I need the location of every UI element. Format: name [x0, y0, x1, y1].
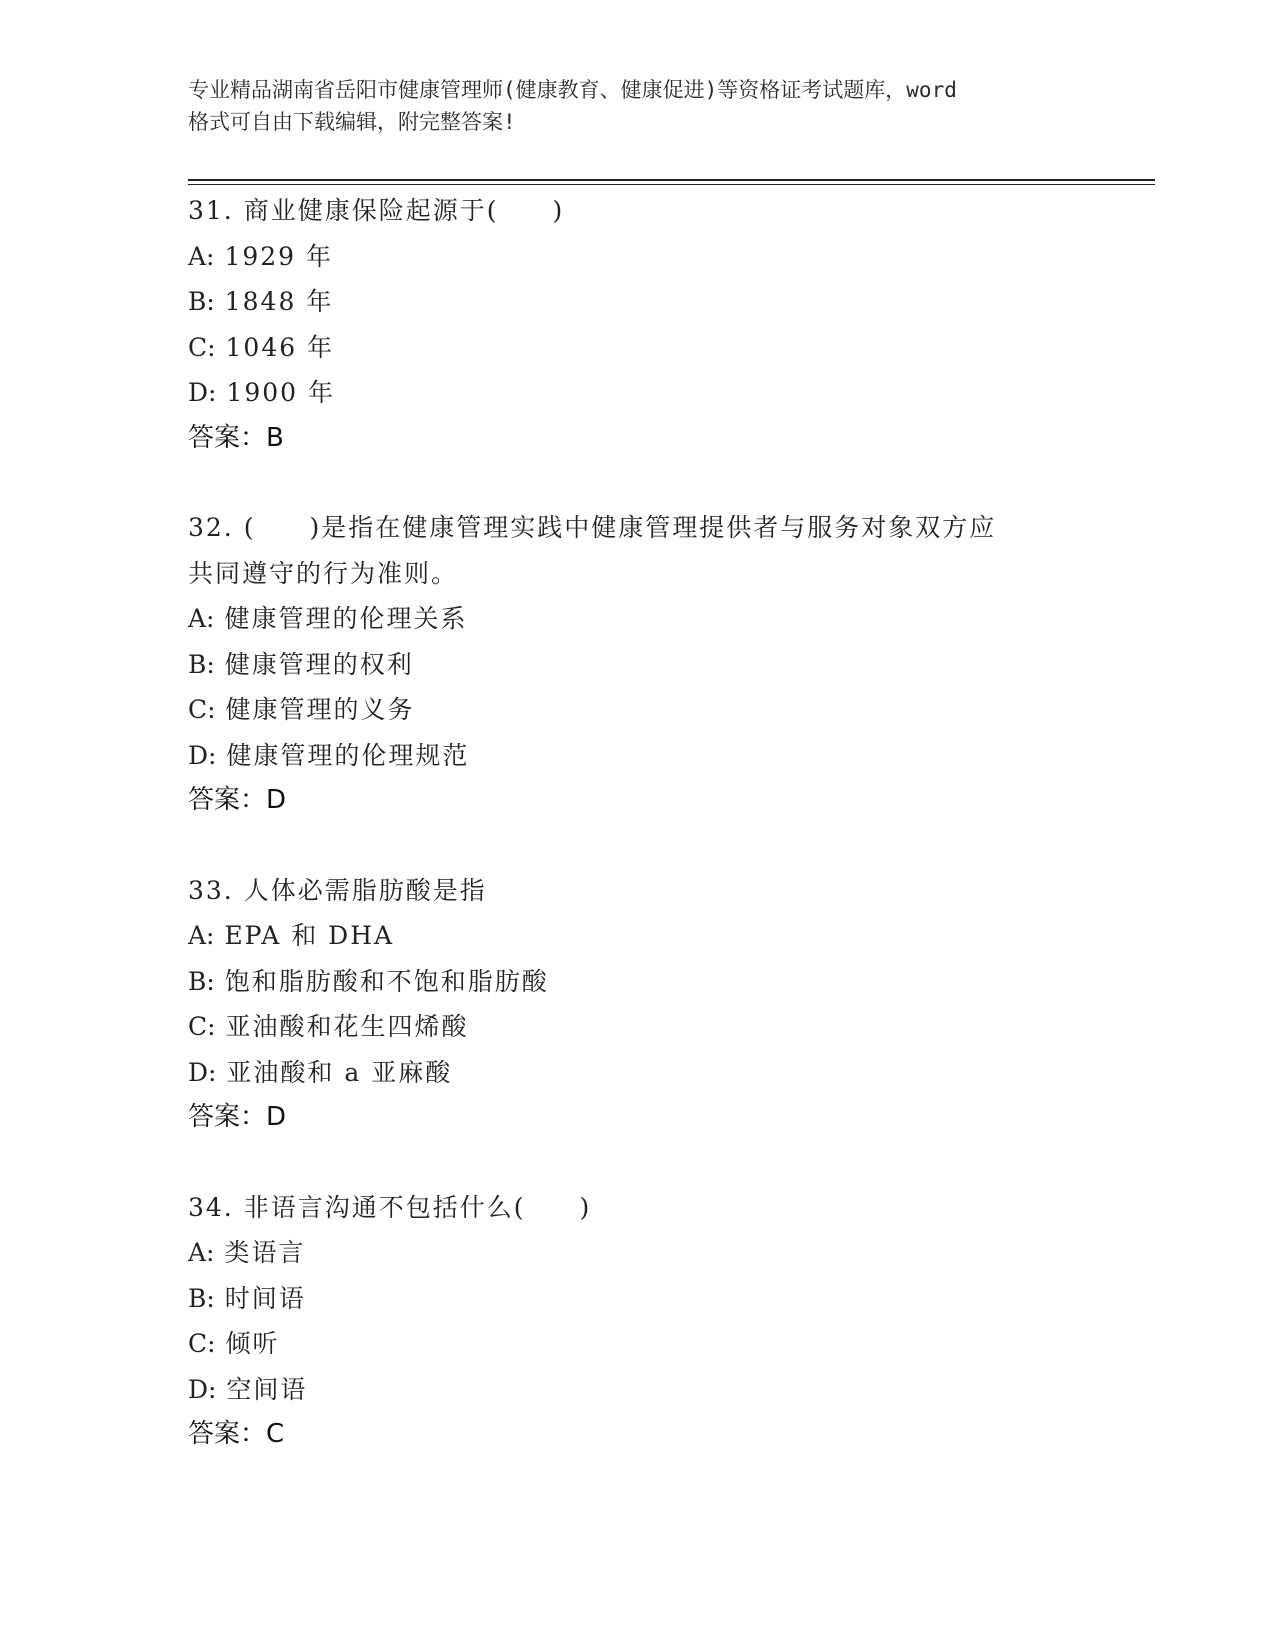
option-text: 亚油酸和花生四烯酸: [225, 1012, 469, 1041]
option-b: [188, 642, 1148, 688]
option-label: A:: [188, 604, 215, 633]
option-text: 健康管理的义务: [225, 695, 415, 724]
question-text: ( )是指在健康管理实践中健康管理提供者与服务对象双方应: [243, 513, 997, 542]
option-c: [188, 325, 1148, 371]
option-label: C:: [188, 1012, 216, 1041]
option-label: B:: [188, 649, 215, 679]
header-divider-thin: [188, 184, 1155, 185]
option-d: [188, 370, 1148, 416]
option-c: [188, 1321, 1148, 1367]
option-b: [188, 959, 1148, 1005]
question-stem: [188, 1185, 1088, 1231]
question-list: [188, 188, 1148, 1502]
option-text: 1900 年: [226, 378, 335, 407]
question-number: 34.: [188, 1192, 234, 1222]
option-text: 健康管理的伦理关系: [224, 604, 468, 633]
option-text: EPA 和 DHA: [224, 921, 395, 950]
question-stem-continued: 共同遵守的行为准则。: [188, 558, 459, 588]
option-label: B:: [188, 1283, 215, 1313]
option-label: A:: [188, 241, 215, 271]
option-text: 健康管理的伦理规范: [226, 740, 470, 770]
option-text: 类语言: [224, 1238, 306, 1267]
question-34: [188, 1185, 1148, 1458]
header-divider-thick: [188, 179, 1155, 181]
option-label: A:: [188, 921, 215, 950]
option-c: [188, 687, 1148, 733]
answer-line: 答案：D: [188, 785, 287, 815]
option-label: B:: [188, 966, 215, 996]
question-number: 31.: [188, 196, 234, 225]
option-text: 饱和脂肪酸和不饱和脂肪酸: [224, 966, 549, 996]
option-text: 时间语: [224, 1283, 306, 1313]
option-b: [188, 279, 1148, 325]
document-header: [188, 74, 1088, 138]
answer-line: 答案：C: [188, 1419, 285, 1449]
option-label: D:: [188, 1057, 217, 1087]
question-32: [188, 505, 1148, 824]
option-label: D:: [188, 378, 217, 407]
option-label: A:: [188, 1238, 215, 1267]
question-number: 32.: [188, 513, 234, 542]
option-b: [188, 1276, 1148, 1322]
option-text: 1848 年: [224, 287, 334, 316]
option-label: B:: [188, 287, 215, 316]
option-text: 倾听: [225, 1329, 280, 1358]
question-stem: [188, 505, 1088, 551]
header-line-1: 专业精品湖南省岳阳市健康管理师(健康教育、健康促进)等资格证考试题库，word: [188, 78, 957, 102]
option-text: 1046 年: [225, 332, 335, 362]
option-a: [188, 913, 1148, 959]
answer-line: 答案：B: [188, 422, 284, 453]
option-text: 亚油酸和 a 亚麻酸: [226, 1057, 453, 1087]
question-number: 33.: [188, 875, 234, 905]
question-text: 人体必需脂肪酸是指: [243, 875, 487, 905]
option-text: 空间语: [226, 1374, 308, 1404]
question-stem: [188, 868, 1088, 914]
option-text: 1929 年: [224, 241, 334, 271]
option-text: 健康管理的权利: [224, 649, 414, 679]
answer-line: 答案：D: [188, 1102, 287, 1132]
question-31: [188, 188, 1148, 461]
option-a: [188, 234, 1148, 280]
option-label: C:: [188, 695, 216, 724]
question-stem: [188, 188, 1088, 234]
option-a: [188, 596, 1148, 642]
question-text: 非语言沟通不包括什么( ): [243, 1192, 592, 1222]
question-33: [188, 868, 1148, 1141]
option-label: D:: [188, 1374, 217, 1404]
option-label: C:: [188, 1329, 216, 1358]
option-label: C:: [188, 332, 216, 362]
option-a: [188, 1230, 1148, 1276]
question-text: 商业健康保险起源于( ): [243, 196, 565, 225]
option-d: [188, 1367, 1148, 1413]
option-d: [188, 1050, 1148, 1096]
option-d: [188, 733, 1148, 779]
header-line-2: 格式可自由下载编辑，附完整答案!: [188, 110, 516, 134]
option-label: D:: [188, 740, 217, 770]
option-c: [188, 1004, 1148, 1050]
